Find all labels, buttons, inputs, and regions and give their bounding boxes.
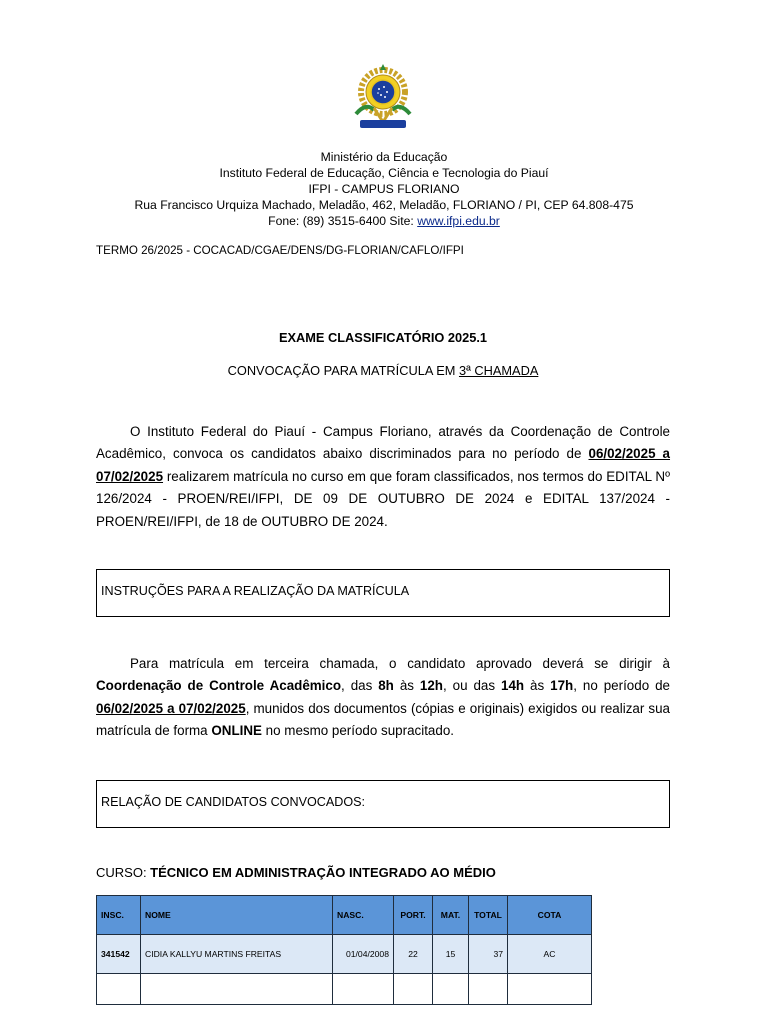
header-nome: NOME [141,896,333,935]
instr-coord: Coordenação de Controle Acadêmico [96,678,342,694]
instr-text-6: , no período de [573,678,670,694]
intro-text-2: realizarem matrícula no curso em que foram classificados, nos termos do EDITAL Nº 126/2024 - PROEN/REI/IFPI, DE 09 DE OUTUBRO DE 2024 e EDITAL 137/2024 - PROEN/REI/IFPI, de 18 de OUTUBRO DE 2024. [96,468,670,529]
instr-hour-4: 17h [550,678,574,694]
termo-reference: TERMO 26/2025 - COCACAD/CGAE/DENS/DG-FLORIAN/CAFLO/IFPI [96,244,464,257]
call-title-prefix: CONVOCAÇÃO PARA MATRÍCULA EM [227,363,459,378]
instr-text-8: no mesmo período supracitado. [261,723,454,739]
institution-header [0,149,768,229]
instr-hour-1: 8h [378,678,394,694]
institute-line: Instituto Federal de Educação, Ciência e Tecnologia do Piauí [219,166,549,180]
exam-title: EXAME CLASSIFICATÓRIO 2025.1 [278,330,488,345]
course-label: CURSO: [96,865,151,880]
instr-text-7: , munidos dos documentos (cópias e originais) exigidos ou realizar sua matrícula de forma [96,700,670,739]
call-title-number: 3ª CHAMADA [458,363,539,378]
address-line: Rua Francisco Urquiza Machado, Meladão, 462, Meladão, FLORIANO / PI, CEP 64.808-475 [134,198,634,212]
course-name: TÉCNICO EM ADMINISTRAÇÃO INTEGRADO AO MÉDIO [150,865,496,880]
instr-text-3: às [393,678,420,694]
instructions-heading: INSTRUÇÕES PARA A REALIZAÇÃO DA MATRÍCULA [101,584,410,598]
cell-port: 22 [394,935,433,974]
ministry-line: Ministério da Educação [320,150,448,164]
header-nasc: NASC. [333,896,394,935]
cell-total: 37 [469,935,508,974]
table-row [97,935,592,974]
contact-line [0,213,768,229]
header-cota: COTA [508,896,592,935]
campus-line: IFPI - CAMPUS FLORIANO [308,182,460,196]
brazil-coat-of-arms-icon [346,62,420,134]
cell-cota: AC [508,935,592,974]
header-mat: MAT. [433,896,469,935]
candidates-heading: RELAÇÃO DE CANDIDATOS CONVOCADOS: [101,795,366,809]
header-port: PORT. [394,896,433,935]
intro-text-1: O Instituto Federal do Piauí - Campus Floriano, através da Coordenação de Controle Acadêmico, convoca os candidatos abaixo discriminados para no período de [96,424,670,462]
instructions-paragraph [96,653,670,743]
candidates-table [96,895,592,1005]
table-header-row [97,896,592,935]
phone-text: Fone: (89) 3515-6400 Site: [268,214,418,228]
cell-nome: CIDIA KALLYU MARTINS FREITAS [141,935,333,974]
table-row-empty [97,974,592,1005]
cell-insc: 341542 [97,935,141,974]
header-insc: INSC. [97,896,141,935]
instr-text-1: Para matrícula em terceira chamada, o candidato aprovado deverá se dirigir à [130,656,670,671]
course-line [96,865,496,880]
intro-paragraph [96,421,670,533]
instructions-box [96,569,670,617]
instr-text-4: , ou das [442,678,502,694]
cell-mat: 15 [433,935,469,974]
cell-nasc: 01/04/2008 [333,935,394,974]
header-total: TOTAL [469,896,508,935]
instr-text-2: , das [341,678,379,694]
site-link[interactable]: www.ifpi.edu.br [417,214,500,228]
instr-hour-2: 12h [419,678,443,694]
intro-period: 06/02/2025 a 07/02/2025 [96,446,671,484]
instr-online: ONLINE [211,723,262,739]
instr-text-5: às [524,678,551,694]
call-title [0,363,766,378]
candidates-box [96,780,670,828]
instr-period: 06/02/2025 a 07/02/2025 [96,700,246,716]
instr-hour-3: 14h [501,678,525,694]
